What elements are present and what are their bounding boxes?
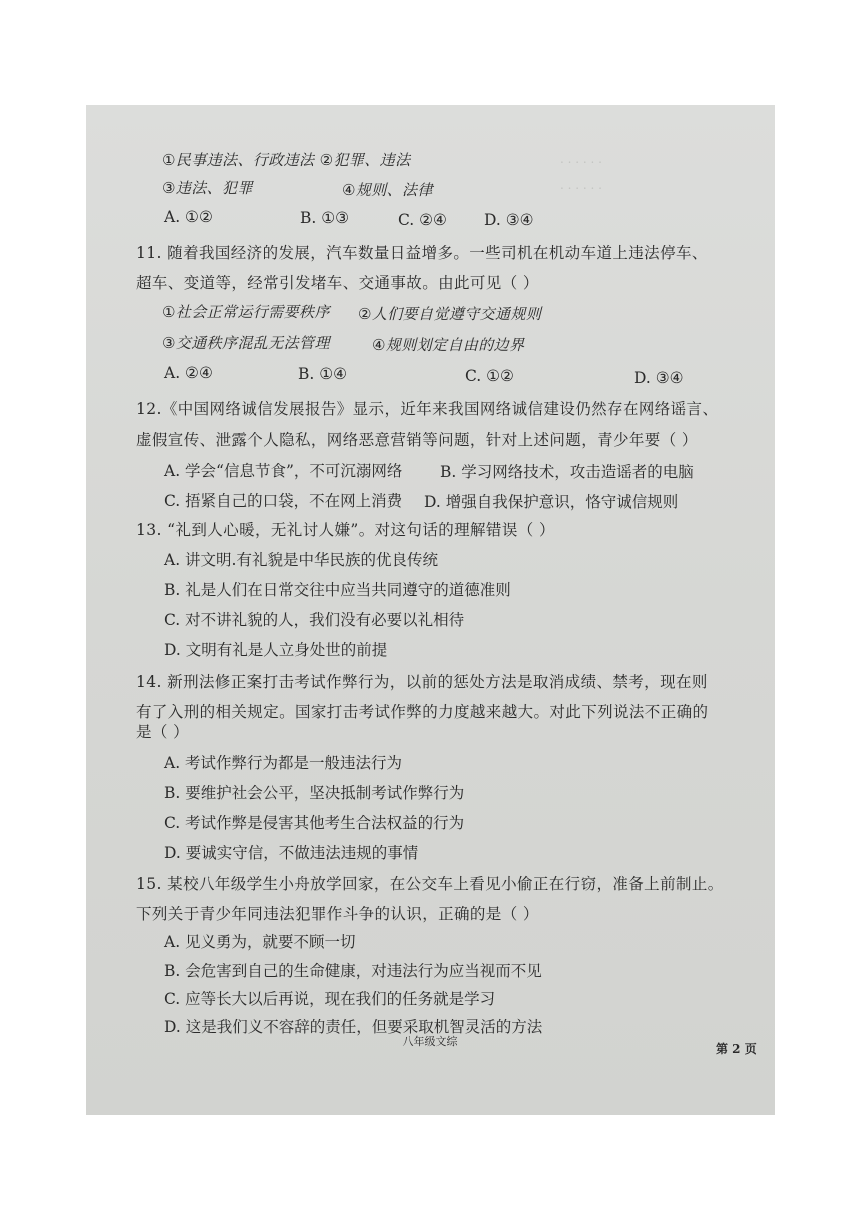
q10-option-d: D. ③④ — [484, 211, 534, 229]
q14-option-c: C. 考试作弊是侵害其他考生合法权益的行为 — [164, 814, 465, 832]
q12-stem-line-2: 虚假宣传、泄露个人隐私，网络恶意营销等问题，针对上述问题，青少年要（ ） — [136, 431, 698, 449]
q11-item-2: ②人们要自觉遵守交通规则 — [358, 305, 542, 323]
q11-item-3: ③交通秩序混乱无法管理 — [162, 334, 330, 352]
q14-stem-line-1: 14. 新刑法修正案打击考试作弊行为，以前的惩处方法是取消成绩、禁考，现在则 — [136, 673, 708, 691]
q15-option-a: A. 见义勇为，就要不顾一切 — [164, 933, 356, 951]
q15-option-c: C. 应等长大以后再说，现在我们的任务就是学习 — [164, 990, 496, 1008]
q11-option-c: C. ①② — [465, 367, 514, 385]
q10-item-ab: ①民事违法、行政违法 ②犯罪、违法 — [162, 151, 411, 169]
q14-option-a: A. 考试作弊行为都是一般违法行为 — [164, 754, 403, 772]
q13-option-b: B. 礼是人们在日常交往中应当共同遵守的道德准则 — [164, 581, 511, 599]
q14-stem-line-2: 有了入刑的相关规定。国家打击考试作弊的力度越来越大。对此下列说法不正确的 — [136, 703, 709, 721]
q11-item-1: ①社会正常运行需要秩序 — [162, 303, 330, 321]
q13-option-c: C. 对不讲礼貌的人，我们没有必要以礼相待 — [164, 611, 465, 629]
q10-item-d: ④规则、法律 — [342, 181, 433, 199]
q10-option-a: A. ①② — [164, 208, 213, 226]
q14-stem-line-3: 是（ ） — [136, 723, 190, 741]
q14-option-d: D. 要诚实守信，不做违法违规的事情 — [164, 844, 419, 862]
q11-option-a: A. ②④ — [164, 364, 213, 382]
q11-option-b: B. ①④ — [298, 365, 348, 383]
q12-option-b: B. 学习网络技术，攻击造谣者的电脑 — [440, 463, 694, 481]
q11-option-d: D. ③④ — [634, 369, 684, 387]
q15-stem-line-2: 下列关于青少年同违法犯罪作斗争的认识，正确的是（ ） — [136, 905, 539, 923]
q12-option-d: D. 增强自我保护意识，恪守诚信规则 — [424, 493, 679, 511]
q14-option-b: B. 要维护社会公平，坚决抵制考试作弊行为 — [164, 784, 465, 802]
footer-page-number: 第 2 页 — [716, 1042, 757, 1056]
q13-stem: 13. “礼到人心暖，无礼讨人嫌”。对这句话的理解错误（ ） — [136, 521, 555, 539]
q10-option-b: B. ①③ — [300, 209, 350, 227]
bleed-through-text: . . . . . . — [560, 178, 602, 192]
q15-option-d: D. 这是我们义不容辞的责任，但要采取机智灵活的方法 — [164, 1018, 543, 1036]
q11-item-4: ④规则划定自由的边界 — [372, 336, 525, 354]
q13-option-a: A. 讲文明.有礼貌是中华民族的优良传统 — [164, 551, 438, 569]
q12-option-c: C. 捂紧自己的口袋，不在网上消费 — [164, 492, 403, 510]
q10-item-c: ③违法、犯罪 — [162, 179, 253, 197]
q11-stem-line-1: 11. 随着我国经济的发展，汽车数量日益增多。一些司机在机动车道上违法停车、 — [136, 244, 708, 262]
q10-option-c: C. ②④ — [398, 211, 447, 229]
footer-subject: 八年级文综 — [402, 1035, 458, 1048]
q15-option-b: B. 会危害到自己的生命健康，对违法行为应当视而不见 — [164, 962, 542, 980]
q12-option-a: A. 学会“信息节食”，不可沉溺网络 — [164, 462, 403, 480]
q11-stem-line-2: 超车、变道等，经常引发堵车、交通事故。由此可见（ ） — [136, 274, 539, 292]
q15-stem-line-1: 15. 某校八年级学生小舟放学回家，在公交车上看见小偷正在行窃，准备上前制止。 — [136, 875, 724, 893]
bleed-through-text: . . . . . . — [560, 152, 602, 166]
q13-option-d: D. 文明有礼是人立身处世的前提 — [164, 641, 388, 659]
q12-stem-line-1: 12.《中国网络诚信发展报告》显示，近年来我国网络诚信建设仍然存在网络谣言、 — [136, 400, 719, 418]
